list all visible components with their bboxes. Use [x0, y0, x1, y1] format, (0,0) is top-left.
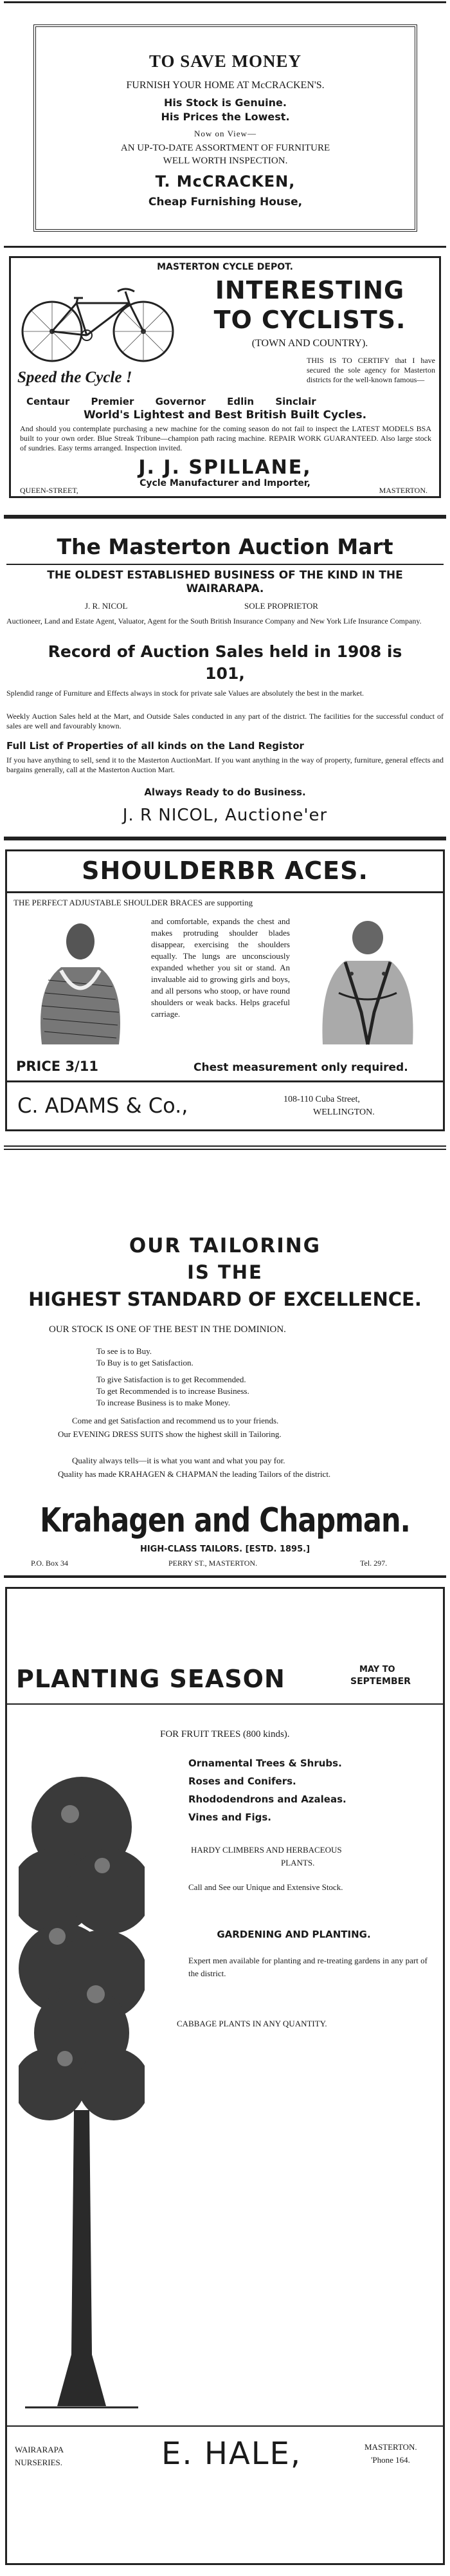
- spillane-role: Cycle Manufacturer and Importer,: [140, 478, 310, 488]
- worlds-lightest: World's Lightest and Best British Built Cycles.: [83, 409, 367, 422]
- full-list: Full List of Properties of all kinds on the Land Registor: [6, 740, 304, 752]
- mccracken-ad: [33, 24, 417, 232]
- mccracken-line2: His Stock is Genuine.: [164, 97, 287, 109]
- wairarapa-nurseries-1: WAIRARAPA: [15, 2445, 64, 2454]
- mccracken-tagline: Cheap Furnishing House,: [148, 196, 303, 208]
- auction-para4: If you have anything to sell, send it to the Masterton AuctionMart. If you want anything in the way of property, furniture, general effects and bargains generally, call at the Masterton Auction Mart.: [6, 755, 444, 774]
- ornamental-1: Ornamental Trees & Shrubs.: [188, 1757, 342, 1769]
- planting-title: PLANTING SEASON: [16, 1665, 285, 1693]
- ornamental-3: Rhododendrons and Azaleas.: [188, 1793, 346, 1805]
- ornamental-4: Vines and Figs.: [188, 1812, 272, 1823]
- hale-name: E. HALE,: [161, 2436, 302, 2472]
- come-line: Come and get Satisfaction and recommend us to your friends.: [72, 1416, 279, 1425]
- dress-suits-text: Our EVENING DRESS SUITS show the highest skill in Tailoring.: [58, 1429, 282, 1439]
- auction-title: The Masterton Auction Mart: [57, 534, 393, 559]
- braces-title: SHOULDERBR ACES.: [82, 857, 368, 885]
- chest-measurement: Chest measurement only required.: [194, 1061, 408, 1074]
- hardy-climbers: HARDY CLIMBERS AND HERBACEOUS: [191, 1845, 342, 1855]
- spillane-depot: MASTERTON CYCLE DEPOT.: [157, 262, 293, 272]
- to-cyclists-heading: TO CYCLISTS.: [213, 306, 406, 334]
- mccracken-name: T. McCRACKEN,: [155, 172, 296, 190]
- braces-price: PRICE 3/11: [16, 1059, 98, 1074]
- mccracken-line5: AN UP-TO-DATE ASSORTMENT OF FURNITURE: [120, 143, 330, 153]
- high-class-tailors: HIGH-CLASS TAILORS. [ESTD. 1895.]: [140, 1544, 310, 1554]
- auction-sub: THE OLDEST ESTABLISHED BUSINESS OF THE KIND IN THE WAIRARAPA.: [47, 569, 403, 595]
- braces-title-rule: [7, 891, 443, 893]
- sole-proprietor: SOLE PROPRIETOR: [244, 601, 318, 611]
- tailoring-h1: OUR TAILORING: [129, 1234, 321, 1257]
- gardening-heading: GARDENING AND PLANTING.: [217, 1929, 371, 1940]
- separator-rule: [4, 837, 446, 840]
- always-ready: Always Ready to do Business.: [144, 786, 306, 798]
- mccracken-line3: His Prices the Lowest.: [161, 111, 290, 123]
- tailoring-h3: HIGHEST STANDARD OF EXCELLENCE.: [28, 1288, 422, 1310]
- motto-1: To see is to Buy.: [96, 1346, 152, 1356]
- fruit-trees: FOR FRUIT TREES (800 kinds).: [160, 1729, 290, 1739]
- adams-addr2: WELLINGTON.: [313, 1107, 375, 1117]
- bicycle-icon: [15, 277, 182, 367]
- mccracken-title: TO SAVE MONEY: [148, 51, 302, 71]
- figure-left-image: [16, 916, 145, 1051]
- tailoring-h2: IS THE: [187, 1261, 263, 1283]
- auction-para3: Weekly Auction Sales held at the Mart, and Outside Sales conducted in any part of the district. The facilities for the successful conduct of sales are well and favourably known.: [6, 712, 444, 730]
- interesting-heading: INTERESTING: [215, 276, 405, 304]
- expert-men: Expert men available for planting and re-treating gardens in any part of the district.: [188, 1956, 428, 1978]
- adams-addr1: 108-110 Cuba Street,: [284, 1095, 360, 1104]
- tree-icon: [19, 1724, 145, 2419]
- auction-para1: Auctioneer, Land and Estate Agent, Valuator, Agent for the South British Insurance Company and New York Life Insurance Company.: [6, 616, 422, 625]
- separator-rule: [4, 515, 446, 519]
- motto-3: To give Satisfaction is to get Recommended.: [96, 1375, 246, 1384]
- certify-text: THIS IS TO CERTIFY that I have secured the sole agency for Masterton districts for the well-known famous—: [307, 356, 435, 384]
- hardy-plants: PLANTS.: [281, 1858, 315, 1867]
- separator-rule: [4, 246, 446, 248]
- mccracken-line4: Now on View—: [194, 129, 256, 138]
- planting-title-rule: [7, 1703, 443, 1705]
- spillane-body: And should you contemplate purchasing a new machine for the coming season do not fail to inspect the LATEST MODELS BSA built to your own order. Blue Streak Tribune—champion path racing machine. REPAIR WORK GUARANTEED. Also large stock of sundries. Easy terms arranged. Inspection invited.: [20, 424, 431, 452]
- po-box: P.O. Box 34: [31, 1559, 69, 1568]
- town-and-country: (TOWN AND COUNTRY).: [251, 338, 368, 349]
- record-count: 101,: [205, 664, 245, 683]
- hale-town: MASTERTON.: [364, 2442, 417, 2452]
- separator-rule: [4, 1575, 446, 1578]
- speed-the-cycle: Speed the Cycle !: [17, 369, 132, 386]
- spillane-name: J. J. SPILLANE,: [138, 456, 312, 479]
- adams-name: C. ADAMS & Co.,: [17, 1093, 188, 1118]
- ornamental-2: Roses and Conifers.: [188, 1775, 296, 1787]
- nicol-signature: J. R NICOL, Auctione'er: [122, 806, 328, 825]
- spillane-street: QUEEN-STREET,: [20, 486, 78, 495]
- auction-rule: [6, 564, 444, 565]
- september: SEPTEMBER: [350, 1676, 411, 1687]
- hale-phone: 'Phone 164.: [371, 2455, 410, 2465]
- may-to: MAY TO: [359, 1665, 395, 1674]
- nicol-name: J. R. NICOL: [85, 601, 128, 611]
- motto-4: To get Recommended is to increase Business.: [96, 1386, 249, 1396]
- braces-intro: THE PERFECT ADJUSTABLE SHOULDER BRACES are supporting: [14, 898, 253, 907]
- hale-ad: [5, 1587, 445, 2565]
- krahagen-name: Krahagen and Chapman.: [40, 1501, 410, 1540]
- auction-para2: Splendid range of Furniture and Effects always in stock for private sale Values are absolutely the best in the market.: [6, 689, 364, 698]
- hale-bottom-rule: [7, 2425, 443, 2427]
- cabbage-plants: CABBAGE PLANTS IN ANY QUANTITY.: [177, 2019, 327, 2028]
- mccracken-line6: WELL WORTH INSPECTION.: [163, 156, 288, 166]
- mccracken-line1: FURNISH YOUR HOME AT McCRACKEN'S.: [126, 80, 325, 91]
- braces-ad: [5, 849, 445, 1131]
- separator-rule: [4, 1145, 446, 1147]
- quality-line2: Quality has made KRAHAGEN & CHAPMAN the leading Tailors of the district.: [58, 1469, 331, 1479]
- wairarapa-nurseries-2: NURSERIES.: [15, 2458, 63, 2467]
- motto-2: To Buy is to get Satisfaction.: [96, 1358, 194, 1367]
- spillane-ad: [9, 256, 441, 498]
- spillane-town: MASTERTON.: [379, 486, 428, 495]
- record-heading: Record of Auction Sales held in 1908 is: [48, 642, 402, 661]
- call-and-see: Call and See our Unique and Extensive Stock.: [188, 1882, 343, 1892]
- separator-rule: [4, 1149, 446, 1150]
- braces-bottom-rule: [7, 1080, 443, 1082]
- perry-street: PERRY ST., MASTERTON.: [168, 1559, 258, 1568]
- cycle-models: Centaur Premier Governor Edlin Sinclair: [26, 396, 316, 407]
- motto-5: To increase Business is to make Money.: [96, 1398, 231, 1407]
- stock-line: OUR STOCK IS ONE OF THE BEST IN THE DOMINION.: [49, 1324, 286, 1335]
- quality-line1: Quality always tells—it is what you want and what you pay for.: [72, 1456, 285, 1465]
- top-rule: [4, 1, 446, 3]
- telephone: Tel. 297.: [360, 1559, 388, 1568]
- figure-right-image: [300, 916, 435, 1051]
- braces-body: and comfortable, expands the chest and makes protruding shoulder blades disappear, exercising the shoulders equally. The lungs are unconsciously expanded whether you sit or stand. An invaluable aid to growing girls and boys, and all persons who stoop, or have round shoulders or weak backs. Helps graceful carriage.: [151, 916, 290, 1019]
